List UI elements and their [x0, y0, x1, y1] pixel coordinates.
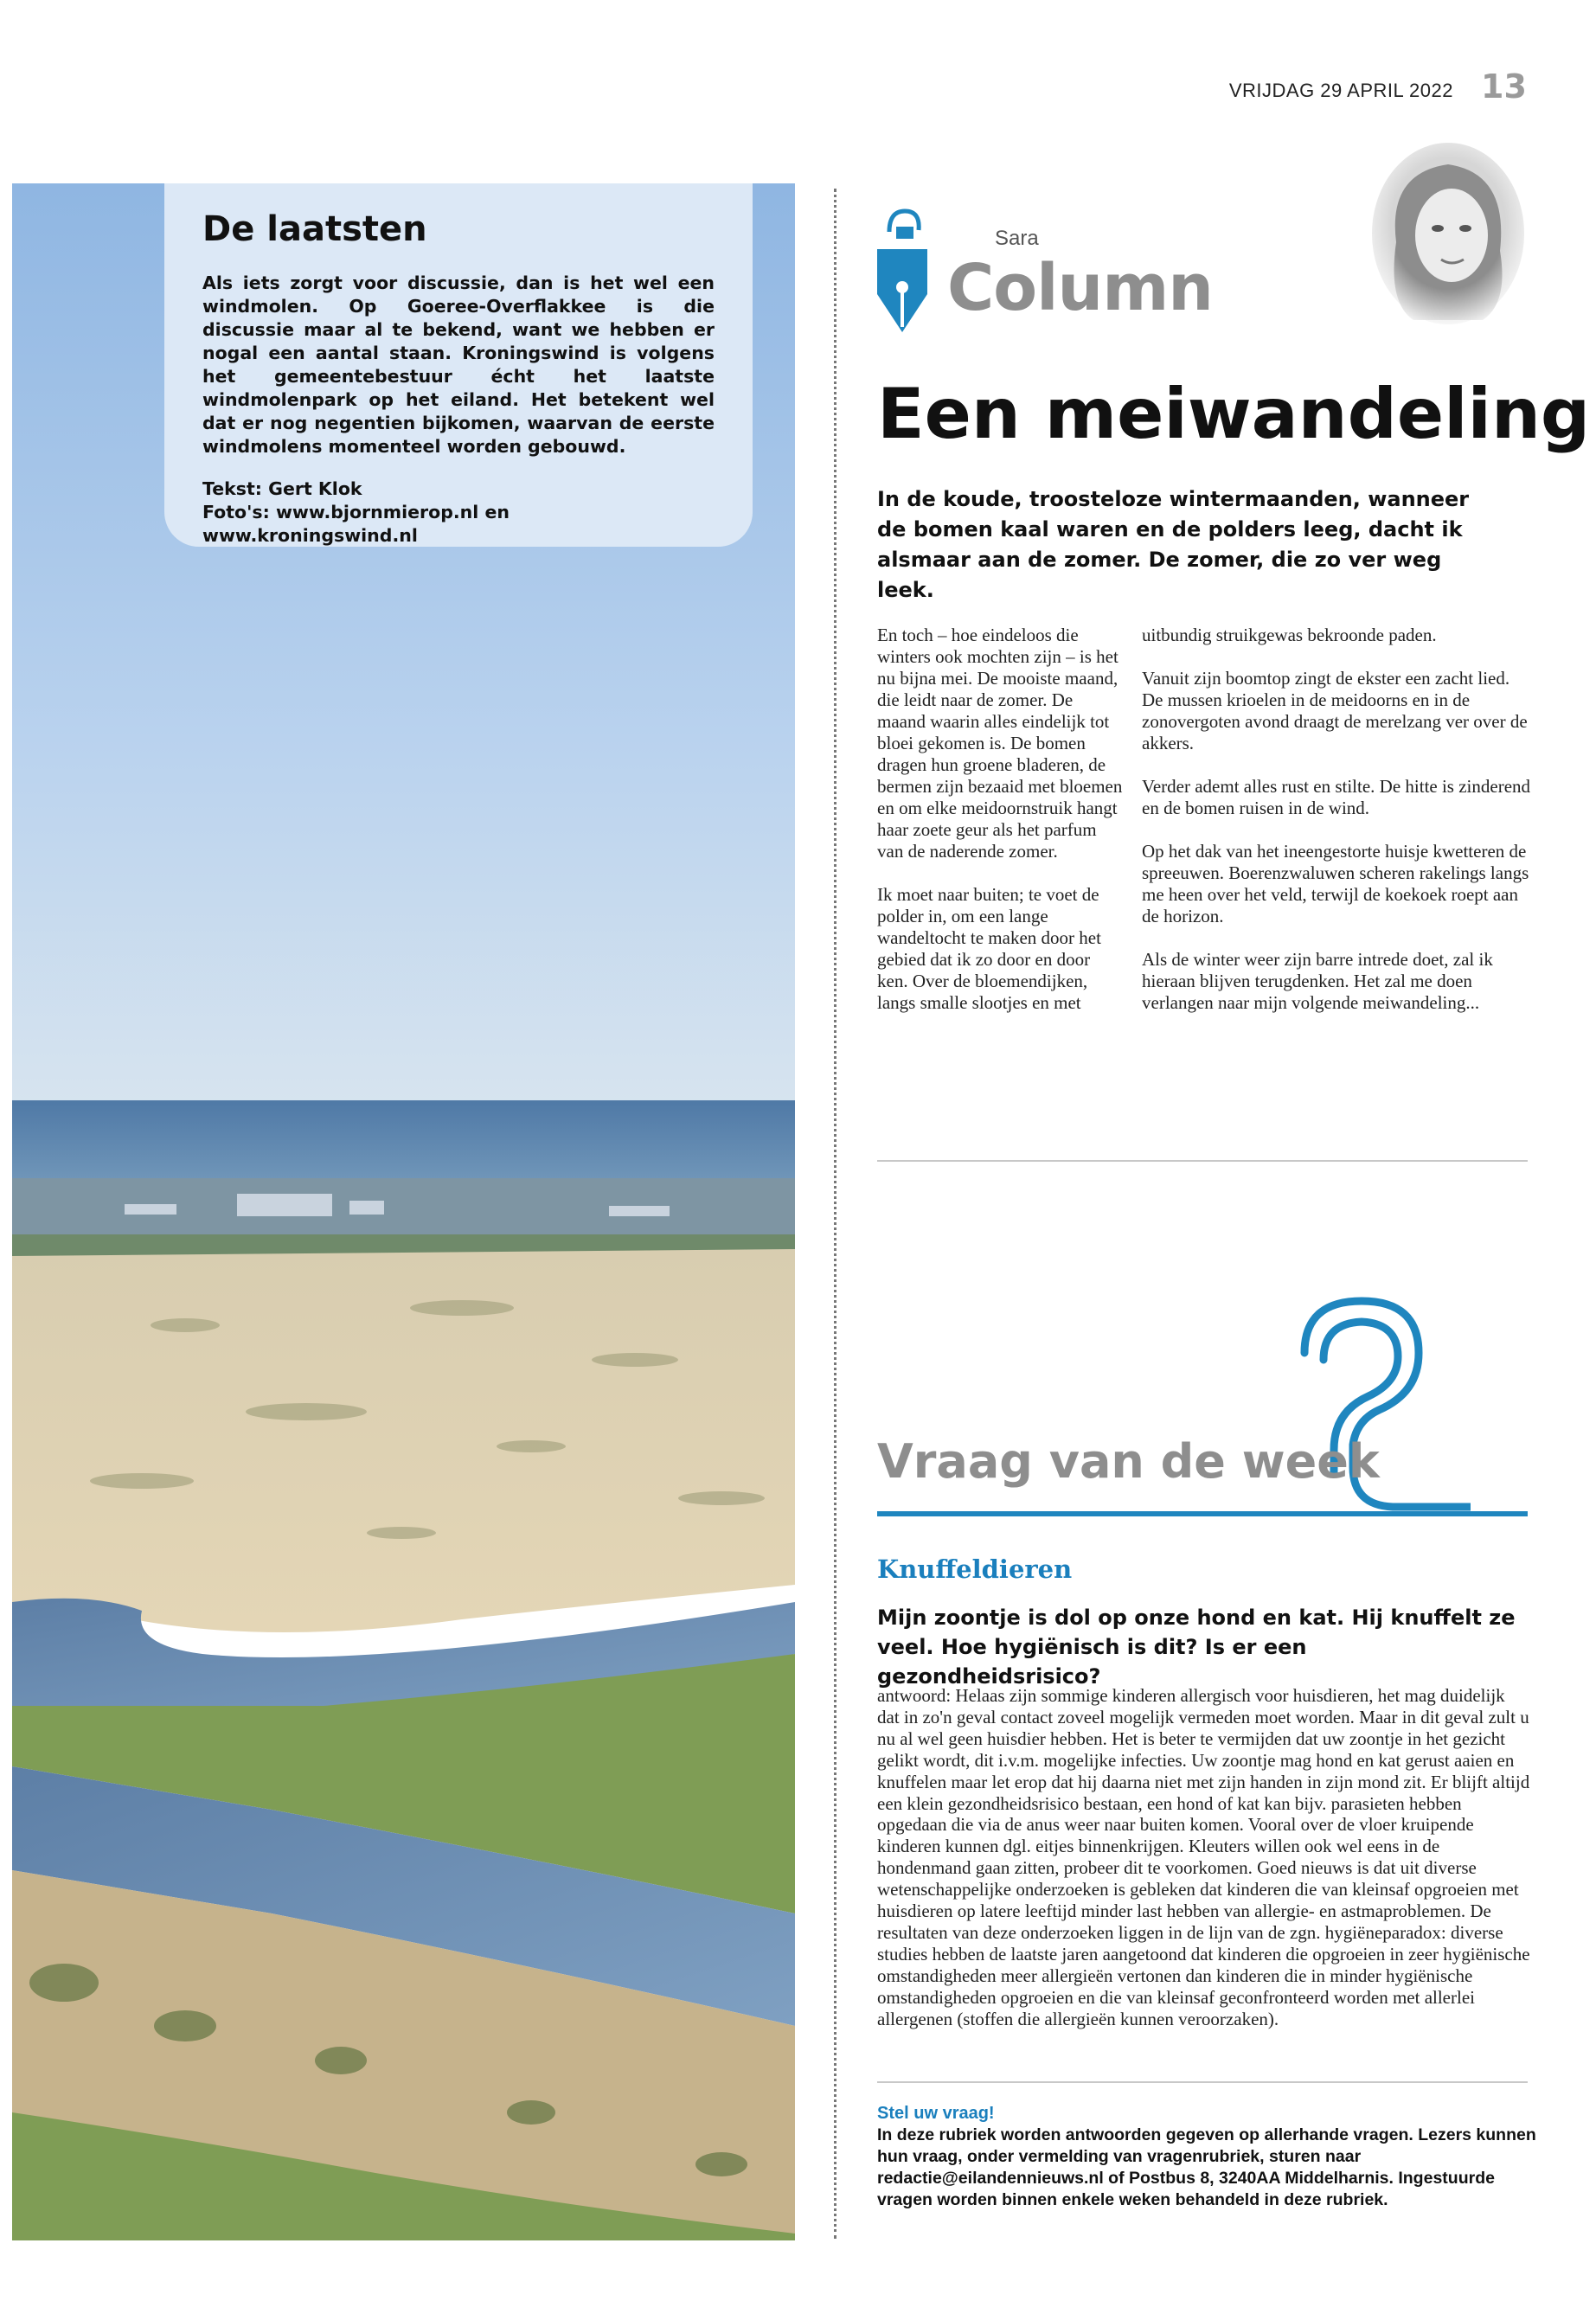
- fountain-pen-icon: [875, 208, 929, 337]
- body-paragraph: En toch – hoe eindeloos die winters ook mochten zijn – is het nu bijna mei. De mooiste maand, die leidt naar de zomer. De maand waarin alles eindelijk tot bloei gekomen is. De bomen dragen hun groene bladeren, de bermen zijn bezaaid met bloemen en om elke meidoornstruik hangt haar zoete geur als het parfum van de naderende zomer.: [877, 625, 1123, 862]
- column-label: Column: [947, 251, 1213, 325]
- body-paragraph: Ik moet naar buiten; te voet de polder in, om een lange wandeltocht te maken door het gebied dat ik zo door en door ken. Over de bloemendijken, langs smalle slootjes en met: [877, 884, 1101, 1013]
- question-text: Mijn zoontje is dol op onze hond en kat. Hij knuffelt ze veel. Hoe hygiënisch is dit? Is er een gezondheidsrisico?: [877, 1606, 1516, 1689]
- column-lead: In de koude, troosteloze wintermaanden, wanneer de bomen kaal waren en de polders leeg, dacht ik alsmaar aan de zomer. De zomer, die zo ver weg leek.: [877, 487, 1470, 602]
- body-paragraph: Als de winter weer zijn barre intrede doet, zal ik hieraan blijven terugdenken. Het zal me doen verlangen naar mijn volgende meiwandeling...: [1142, 949, 1493, 1013]
- intro-text: Als iets zorgt voor discussie, dan is het wel een windmolen. Op Goeree-Overflakkee is die discussie maar al te bekend, want we hebben er nogal een aantal staan. Kroningswind is volgens het gemeentebestuur écht het laatste windmolenpark op het eiland. Het betekent wel dat er nog negentien bijkomen, waarvan de eerste windmolens momenteel worden gebouwd.: [202, 272, 715, 457]
- page-number: 13: [1481, 67, 1527, 106]
- column-body-right: [1142, 625, 1531, 1035]
- ask-question-title: Stel uw vraag!: [877, 2104, 995, 2123]
- column-headline: Een meiwandeling: [877, 374, 1591, 454]
- intro-credit-photo: Foto's: www.bjornmierop.nl en www.kroningswind.nl: [202, 502, 510, 546]
- vraag-underline: [877, 1511, 1528, 1516]
- intro-box: [164, 183, 753, 547]
- section-divider: [877, 1160, 1528, 1162]
- ask-question-text: In deze rubriek worden antwoorden gegeven op allerhande vragen. Lezers kunnen hun vraag, onder vermelding van vragenrubriek, sturen naar redactie@eilandennieuws.nl of Postbus 8, 3240AA Middelharnis. Ingestuurde vragen worden binnen enkele weken behandeld in deze rubriek.: [877, 2125, 1536, 2209]
- answer-text: antwoord: Helaas zijn sommige kinderen allergisch voor huisdieren, het mag duidelijk dat in zo'n geval contact zoveel mogelijk vermeden moet worden. Maar in dit geval zult u nu al wel geen huisdier hebben. Het is beter te vermijden dat uw zoontje in het gezicht gelikt wordt, dit i.v.m. mogelijke infecties. Uw zoontje mag hond en kat gerust aaien en knuffelen maar let erop dat hij daarna niet met zijn handen in zijn mond zit. Er blijft altijd een klein gezondheidsrisico bestaan, een hond of kat kan bijv. parasieten hebben opgedaan die via de anus weer naar buiten komen. Vooral over de vloer kruipende kinderen kunnen dgl. eitjes binnenkrijgen. Kleuters willen ook wel eens in de hondenmand gaan zitten, probeer dit te voorkomen. Goed nieuws is dat uit diverse wetenschappelijke onderzoeken is gebleken dat kinderen die van kleinsaf opgroeien met huisdieren op latere leeftijd minder last hebben van allergie- en astmaproblemen. De resultaten van deze onderzoeken liggen in de lijn van de zgn. hygiëneparadox: diverse studies hebben de laatste jaren aangetoond dat kinderen die opgroeien in zeer hygiënische omstandigheden meer allergieën vertonen dan kinderen die in minder hygiënische omstandigheden opgroeien en die van kleinsaf geconfronteerd worden met allerlei allergenen (stoffen die allergieën kunnen veroorzaken).: [877, 1685, 1530, 2029]
- column-author: Sara: [995, 227, 1039, 250]
- intro-title: De laatsten: [202, 209, 427, 249]
- section-divider: [877, 2081, 1528, 2083]
- body-paragraph: Verder ademt alles rust en stilte. De hitte is zinderend en de bomen ruisen in de wind.: [1142, 776, 1531, 818]
- column-body-left: [877, 625, 1124, 1035]
- body-paragraph: Op het dak van het ineengestorte huisje kwetteren de spreeuwen. Boerenzwaluwen scheren rakelings langs me heen over het veld, terwijl de koekoek roept aan de horizon.: [1142, 841, 1529, 926]
- question-topic: Knuffeldieren: [877, 1554, 1073, 1584]
- issue-date: VRIJDAG 29 APRIL 2022: [1228, 80, 1453, 101]
- body-paragraph: uitbundig struikgewas bekroonde paden.: [1142, 625, 1437, 645]
- author-portrait: [1362, 138, 1535, 337]
- body-paragraph: Vanuit zijn boomtop zingt de ekster een zacht lied. De mussen krioelen in de meidoorns en in de zonovergoten avond draagt de merelzang ver over de akkers.: [1142, 668, 1528, 753]
- column-divider: [834, 189, 836, 2239]
- intro-credit-text: Tekst: Gert Klok: [202, 478, 362, 499]
- vraag-title: Vraag van de week: [877, 1434, 1380, 1489]
